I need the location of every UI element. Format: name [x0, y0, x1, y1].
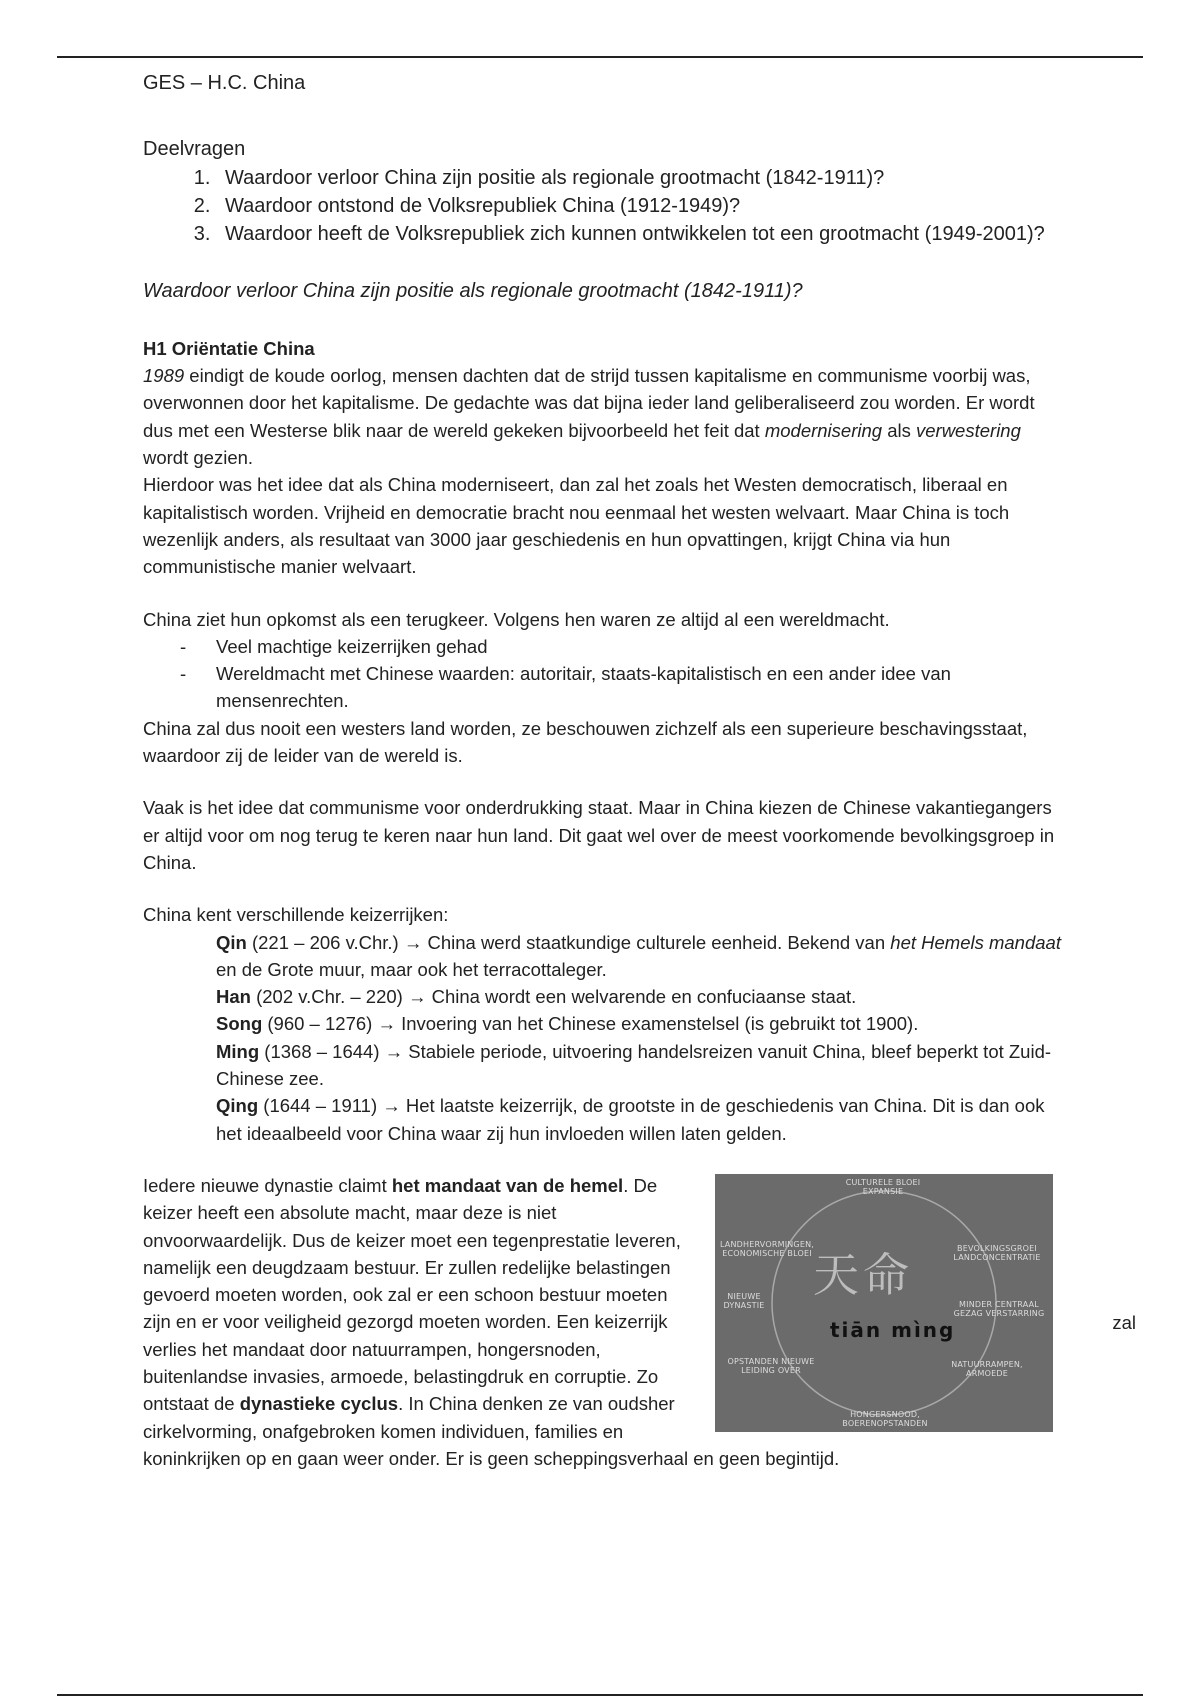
figure-label-bottom: HONGERSNOOD, BOERENOPSTANDEN [842, 1409, 928, 1428]
list-item: - Veel machtige keizerrijken gehad [216, 633, 1063, 660]
deelvraag-item: 2. Waardoor ontstond de Volksrepubliek China (1912-1949)? [216, 192, 1063, 220]
paragraph-6: China kent verschillende keizerrijken: [143, 904, 449, 926]
section-question: Waardoor verloor China zijn positie als regionale grootmacht (1842-1911)? [143, 279, 803, 302]
dynastic-cycle-figure [715, 1174, 1136, 1432]
deelvraag-item: 3. Waardoor heeft de Volksrepubliek zich kunnen ontwikkelen tot een grootmacht (1949-2001)? [216, 220, 1063, 248]
dynasty-item-song: Song (960 – 1276) → Invoering van het Chinese examenstelsel (is gebruikt tot 1900). [216, 1013, 919, 1035]
bottom-rule [57, 1694, 1143, 1696]
dynasty-item-ming: Ming (1368 – 1644) → Stabiele periode, uitvoering handelsreizen vanuit China, bleef beperkt tot Zuid-Chinese zee. [216, 1040, 1052, 1090]
paragraph-5: Vaak is het idee dat communisme voor onderdrukking staat. Maar in China kiezen de Chinese vakantiegangers er altijd voor om nog terug te keren naar hun land. Dit gaat wel over de meest voorkomende bevolkingsgroep in China. [143, 797, 1055, 873]
figure-label-upper-right: BEVOLKINGSGROEI LANDCONCENTRATIE [953, 1243, 1041, 1262]
list-item: - Wereldmacht met Chinese waarden: autoritair, staats-kapitalistisch en een ander idee van mensenrechten. [216, 660, 1063, 715]
dynasty-item-qing: Qing (1644 – 1911) → Het laatste keizerrijk, de grootste in de geschiedenis van China. Dit is dan ook het ideaalbeeld voor China waar zij hun invloeden willen laten gelden. [216, 1095, 1045, 1144]
stray-word-zal: zal [1112, 1311, 1136, 1333]
mandaat-paragraph: Iedere nieuwe dynastie claimt het mandaat van de hemel. De keizer heeft een absolute macht, maar deze is niet onvoorwaardelijk. Dus de keizer moet een tegenprestatie leveren, namelijk een deugdzaam bestuur. Er zullen redelijke belastingen gevoerd moeten worden, ook zal er een schoon bestuur moeten zijn en er voor veiligheid gezorgd moeten worden. Een keizerrijk verlies het mandaat door natuurrampen, hongersnoden, buitenlandse invasies, armoede, belastingdruk en corruptie. Zo ontstaat de dynastieke cyclus. In China denken ze van oudsher cirkelvorming, onafgebroken komen individuen, families en koninkrijken op en gaan weer onder. Er is geen scheppingsverhaal en geen begintijd. [143, 1174, 840, 1469]
page-header: GES – H.C. China [143, 72, 306, 94]
deelvragen-title: Deelvragen [143, 138, 246, 161]
figure-label-left: NIEUWE DYNASTIE [723, 1291, 765, 1310]
figure-label-lower-right: NATUURRAMPEN, ARMOEDE [951, 1359, 1023, 1378]
bullet-list [143, 633, 1063, 715]
dynasty-list [143, 929, 1063, 1147]
figure-label-upper-left: LANDHERVORMINGEN, ECONOMISCHE BLOEI [719, 1239, 815, 1258]
paragraph-4: China zal dus nooit een westers land worden, ze beschouwen zichzelf als een superieure beschavingsstaat, waardoor zij de leider van de wereld is. [143, 717, 1028, 767]
dynasty-item-han: Han (202 v.Chr. – 220) → China wordt een welvarende en confuciaanse staat. [216, 986, 857, 1008]
paragraph-3: China ziet hun opkomst als een terugkeer. Volgens hen waren ze altijd al een wereldmacht. [143, 608, 890, 630]
section-heading: H1 Oriëntatie China [143, 337, 315, 359]
document-page [143, 70, 1136, 1472]
figure-label-right: MINDER CENTRAAL GEZAG VERSTARRING [953, 1299, 1045, 1318]
dynasty-item-qin: Qin (221 – 206 v.Chr.) → China werd staatkundige culturele eenheid. Bekend van het Hemels mandaat en de Grote muur, maar ook het terracottaleger. [216, 931, 1061, 980]
top-rule [57, 56, 1143, 58]
paragraph-2: Hierdoor was het idee dat als China moderniseert, dan zal het zoals het Westen democratisch, liberaal en kapitalistisch worden. Vrijheid en democratie bracht nou eenmaal het westen welvaart. Maar China is toch wezenlijk anders, als resultaat van 3000 jaar geschiedenis en hun opvattingen, krijgt China via hun communistische manier welvaart. [143, 474, 1010, 578]
deelvraag-item: 1. Waardoor verloor China zijn positie als regionale grootmacht (1842-1911)? [216, 164, 1063, 192]
paragraph-1: 1989 eindigt de koude oorlog, mensen dachten dat de strijd tussen kapitalisme en communisme voorbij was, overwonnen door het kapitalisme. De gedachte was dat bijna ieder land geliberaliseerd zou worden. Er wordt dus met een Westerse blik naar de wereld gekeken bijvoorbeeld het feit dat modernisering als verwestering wordt gezien. [143, 365, 1035, 469]
tianming-characters: 天命 [813, 1247, 913, 1302]
tianming-pinyin: tiān mìng [830, 1317, 956, 1342]
figure-label-top: CULTURELE BLOEI EXPANSIE [845, 1177, 921, 1196]
mandaat-section [143, 1172, 1136, 1472]
deelvragen-list [143, 164, 1063, 248]
figure-label-lower-left: OPSTANDEN NIEUWE LEIDING OVER [727, 1356, 815, 1375]
